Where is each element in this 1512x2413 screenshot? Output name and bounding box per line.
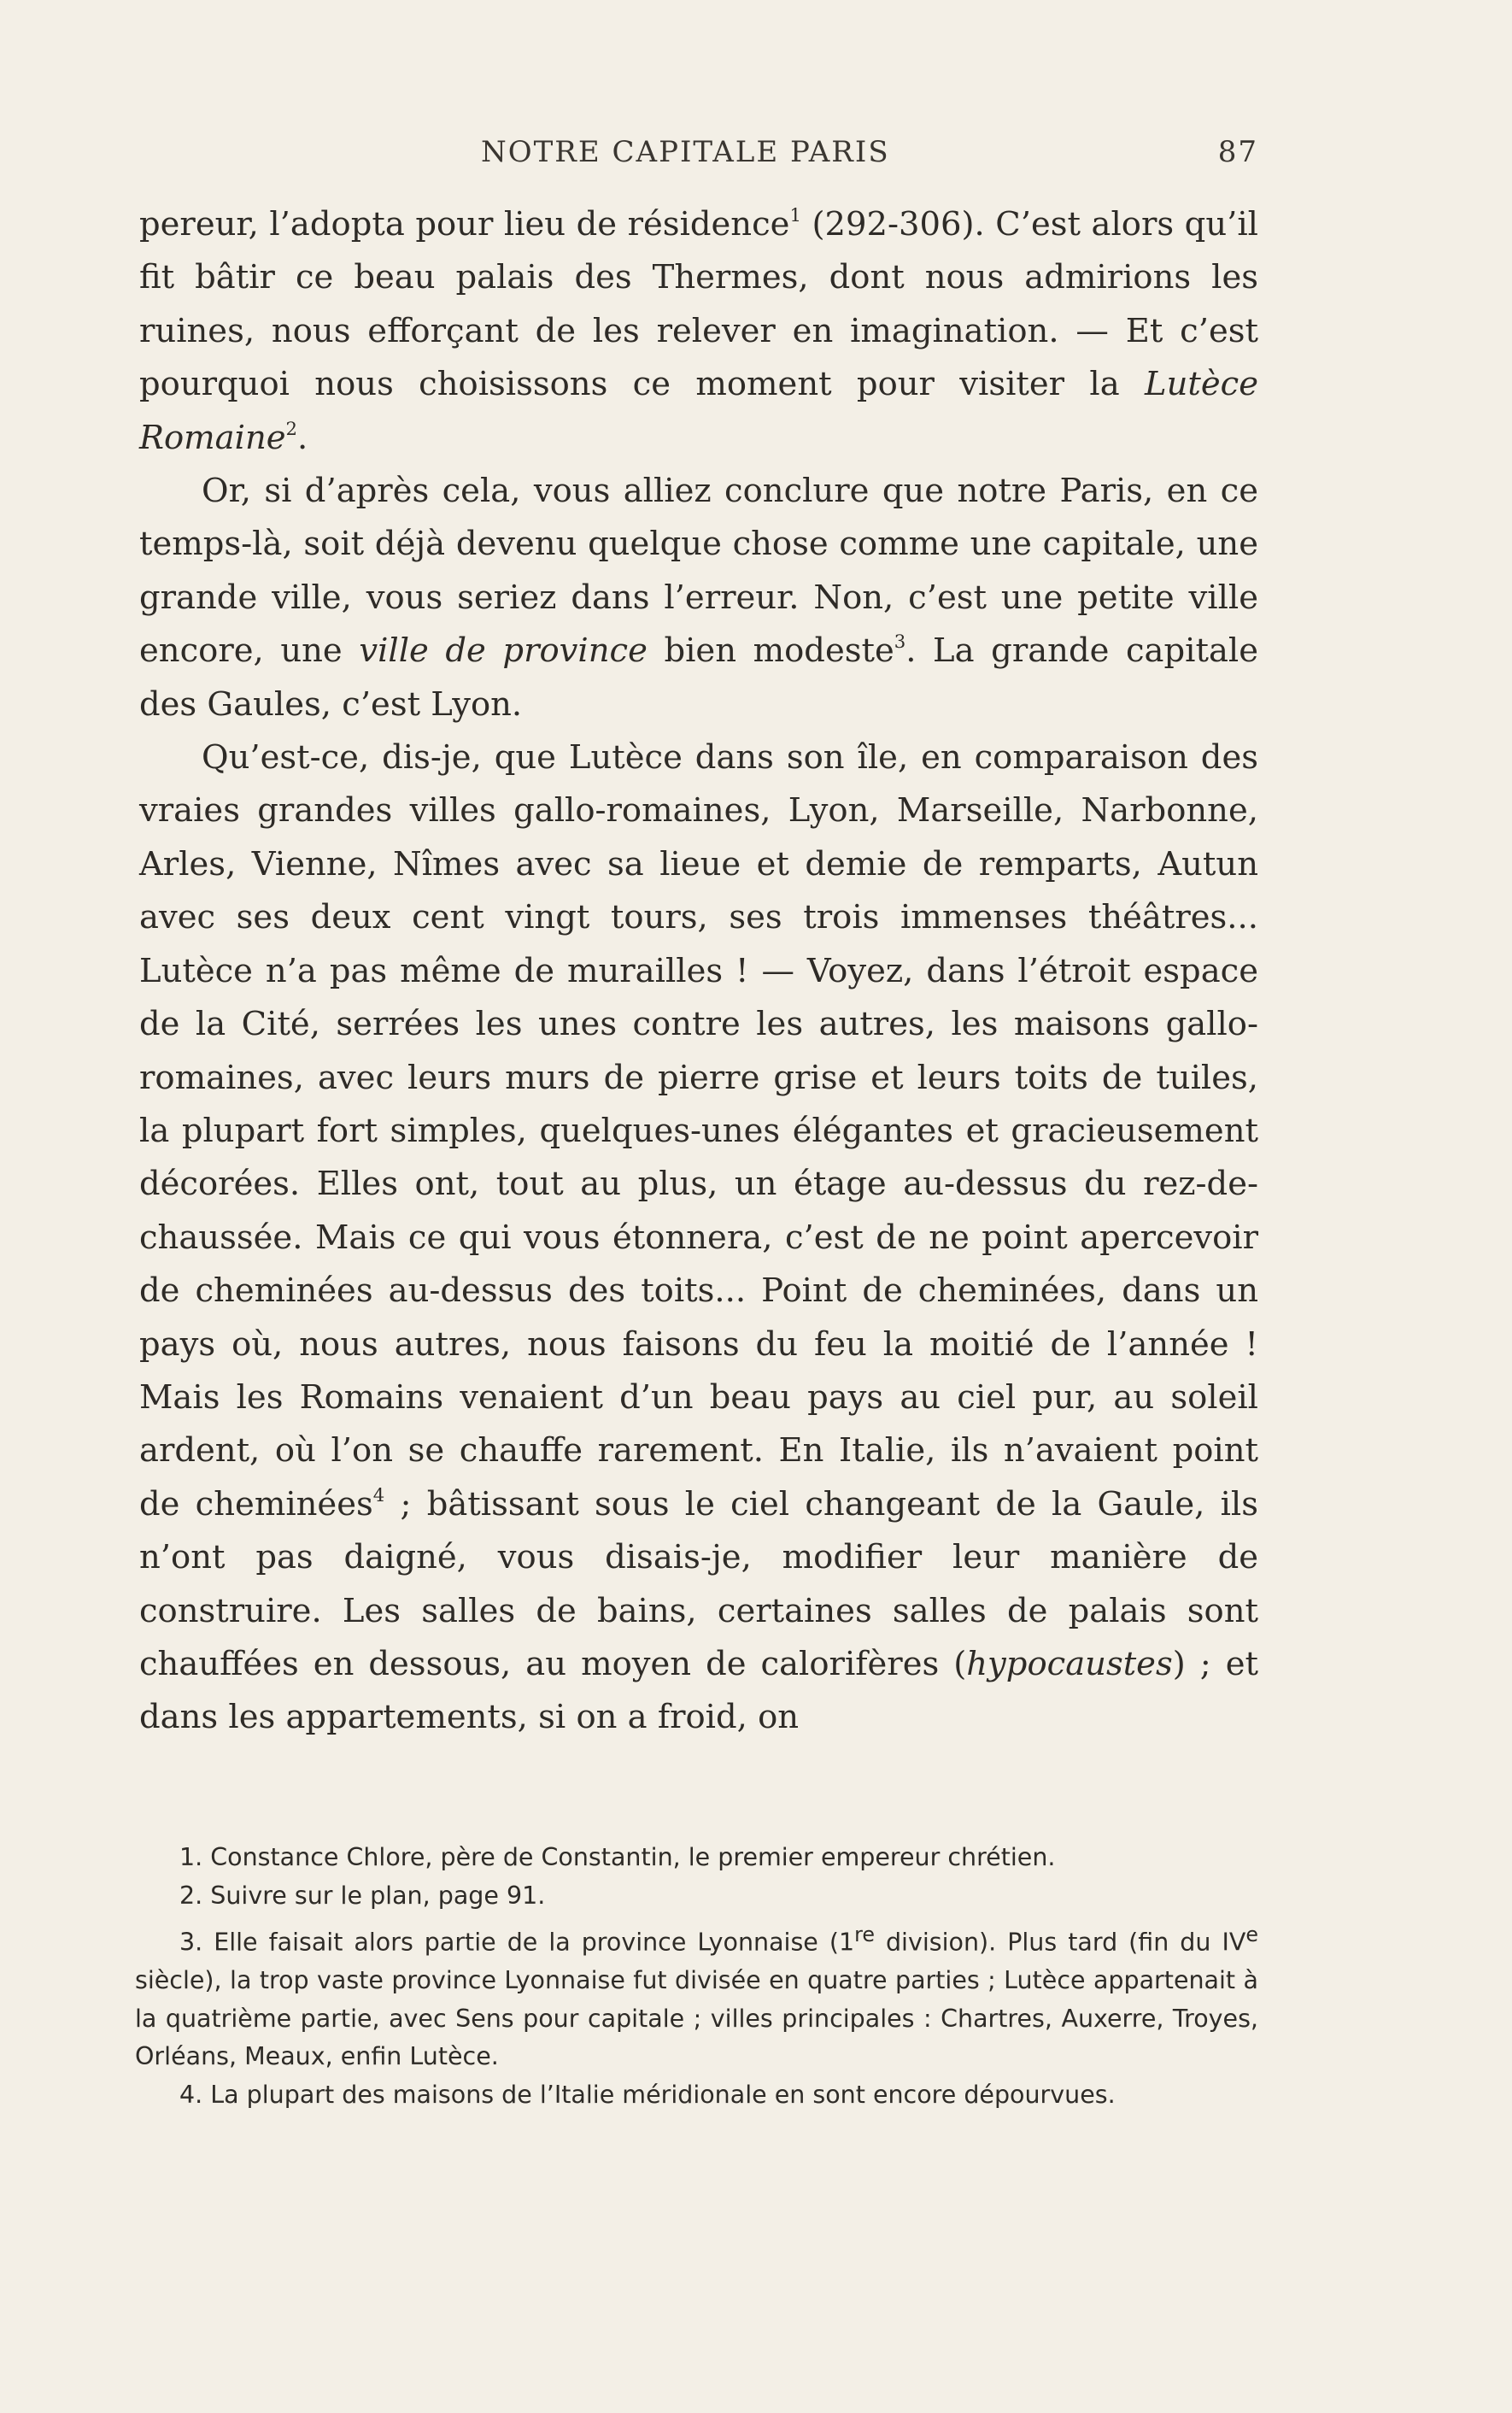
footnote-3-text-a: 3. Elle faisait alors partie de la province Lyonnaise (1 <box>179 1928 855 1957</box>
footnote-2: 2. Suivre sur le plan, page 91. <box>179 1881 546 1910</box>
footnote-3-sup-1: re <box>854 1922 875 1946</box>
footnote-ref-3: 3 <box>894 631 906 653</box>
paragraph-3-text-c: ) ; et dans les appartements, si on a froid, on <box>139 1644 1258 1737</box>
footnote-3 <box>135 1916 1258 2077</box>
paragraph-2-text-b: bien modeste <box>647 631 894 671</box>
paragraph-2-italic: ville de province <box>359 631 648 671</box>
paragraph-1-text-c: . <box>297 418 308 457</box>
paragraph-1-text-b: (292-306). C’est alors qu’il fit bâtir ce beau palais des Thermes, dont nous admirions les ruines, nous efforçant de les relever en imagination. — Et c’est pourquoi nous choisissons ce moment pour visiter la <box>139 205 1258 404</box>
footnote-ref-4: 4 <box>372 1483 385 1506</box>
footnote-3-text-c: siècle), la trop vaste province Lyonnaise fut divisée en quatre parties ; Lutèce appartenait à la quatrième partie, avec Sens pour capitale ; villes principales : Chartres, Auxerre, Troyes, Orléans, Meaux, enfin Lutèce. <box>135 1965 1258 2071</box>
footnote-4: 4. La plupart des maisons de l’Italie méridionale en sont encore dépourvues. <box>179 2081 1116 2110</box>
footnote-3-text-b: division). Plus tard (fin du <box>874 1928 1222 1957</box>
footnote-3-sup-2: e <box>1245 1922 1258 1946</box>
running-title: NOTRE CAPITALE PARIS <box>481 135 890 169</box>
footnote-3-roman: IV <box>1222 1928 1246 1957</box>
footnote-ref-1: 1 <box>789 204 801 226</box>
main-text <box>139 198 1258 1745</box>
paragraph-2-text-a: Or, si d’après cela, vous alliez conclure que notre Paris, en ce temps-là, soit déjà devenu quelque chose comme une capitale, une grande ville, vous seriez dans l’erreur. Non, c’est une petite ville encore, une <box>139 472 1258 671</box>
footnote-1: 1. Constance Chlore, père de Constantin, le premier empereur chrétien. <box>179 1843 1056 1871</box>
paragraph-3-text-b: ; bâtissant sous le ciel changeant de la Gaule, ils n’ont pas daigné, vous disais-je, modifier leur manière de construire. Les salles de bains, certaines salles de palais sont chauffées en dessous, au moyen de calorifères ( <box>139 1484 1258 1683</box>
footnote-ref-2: 2 <box>285 417 297 439</box>
paragraph-3-text-a: Qu’est-ce, dis-je, que Lutèce dans son île, en comparaison des vraies grandes villes gallo-romaines, Lyon, Marseille, Narbonne, Arles, Vienne, Nîmes avec sa lieue et demie de remparts, Autun avec ses deux cent vingt tours, ses trois immenses théâtres... Lutèce n’a pas même de murailles ! — Voyez, dans l’étroit espace de la Cité, serrées les unes contre les autres, les maisons gallo-romaines, avec leurs murs de pierre grise et leurs toits de tuiles, la plupart fort simples, quelques-unes élégantes et gracieusement décorées. Elles ont, tout au plus, un étage au-dessus du rez-de-chaussée. Mais ce qui vous étonnera, c’est de ne point apercevoir de cheminées au-dessus des toits... Point de cheminées, dans un pays où, nous autres, nous faisons du feu la moitié de l’année ! Mais les Romains venaient d’un beau pays au ciel pur, au soleil ardent, où l’on se chauffe rarement. En Italie, ils n’avaient point de cheminées <box>139 738 1258 1524</box>
paragraph-2 <box>139 465 1258 731</box>
page-number: 87 <box>1217 135 1258 169</box>
paragraph-3 <box>139 731 1258 1745</box>
paragraph-1 <box>139 198 1258 465</box>
paragraph-2-text-c: . La grande capitale des Gaules, c’est Lyon. <box>139 631 1258 724</box>
paragraph-1-italic: Lutèce Romaine <box>139 365 1258 457</box>
footnotes <box>135 1839 1258 2115</box>
paragraph-1-text-a: pereur, l’adopta pour lieu de résidence <box>139 205 790 244</box>
paragraph-3-italic: hypocaustes <box>966 1644 1173 1683</box>
